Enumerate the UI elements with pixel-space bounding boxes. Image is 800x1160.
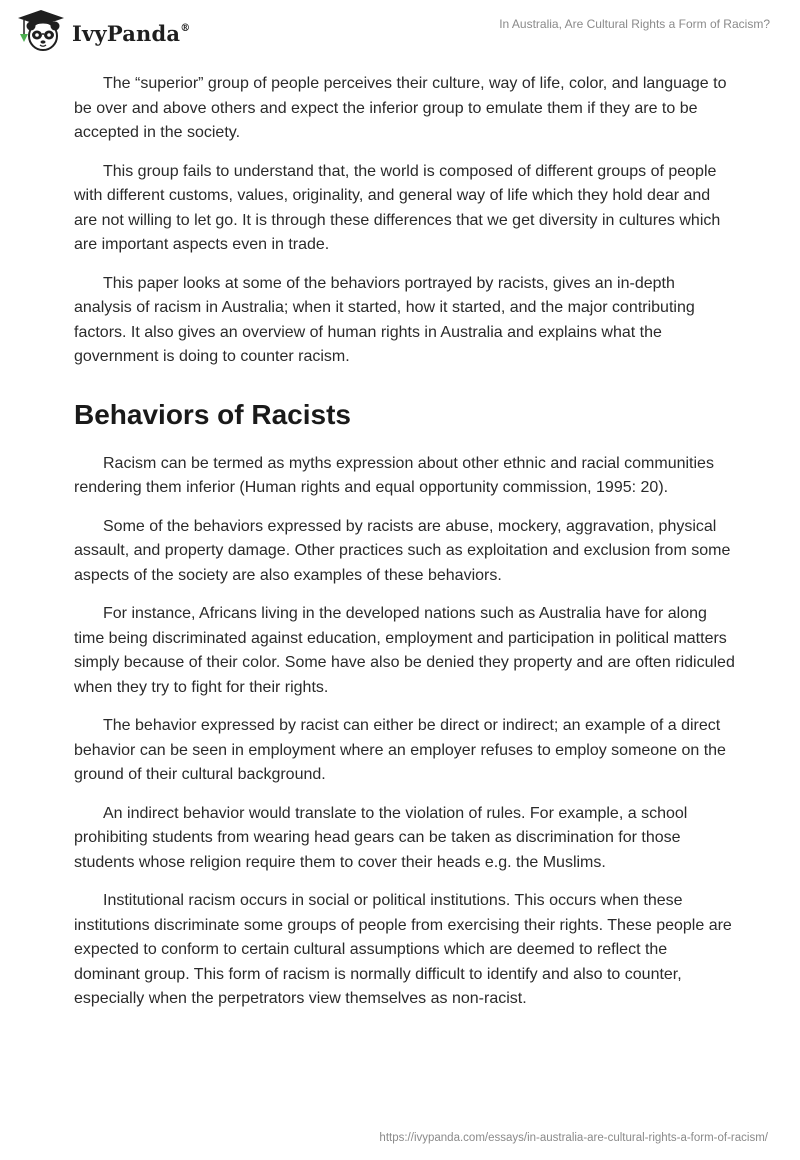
ivypanda-logo[interactable] xyxy=(14,8,190,54)
source-url[interactable]: https://ivypanda.com/essays/in-australia-are-cultural-rights-a-form-of-racism/ xyxy=(379,1132,768,1144)
paragraph: This paper looks at some of the behaviors portrayed by racists, gives an in-depth analysis of racism in Australia; when it started, how it started, and the major contributing factors. It also gives an overview of human rights in Australia and explains what the government is doing to counter racism. xyxy=(74,274,695,365)
page-title: In Australia, Are Cultural Rights a Form of Racism? xyxy=(499,17,770,31)
essay-content xyxy=(74,72,736,1026)
paragraph: An indirect behavior would translate to the violation of rules. For example, a school prohibiting students from wearing head gears can be taken as discrimination for those students whose religion require them to cover their heads e.g. the Muslims. xyxy=(74,804,688,871)
paragraph: For instance, Africans living in the developed nations such as Australia have for along time being discriminated against education, employment and participation in political matters simply because of their color. Some have also be denied they property and are often ridiculed when they try to fight for their rights. xyxy=(74,605,735,696)
paragraph: This group fails to understand that, the world is composed of different groups of people with different customs, values, originality, and general way of life which they hold dear and are not willing to let go. It is through these differences that we get diversity in cultures which are important aspects even in trade. xyxy=(74,162,721,253)
brand-name xyxy=(72,21,190,46)
brand-name-text: IvyPanda xyxy=(72,20,181,46)
paragraph: Racism can be termed as myths expression about other ethnic and racial communities rendering them inferior (Human rights and equal opportunity commission, 1995: 20). xyxy=(74,454,714,496)
paragraph: The behavior expressed by racist can either be direct or indirect; an example of a direct behavior can be seen in employment where an employer refuses to employ someone on the ground of their cultural background. xyxy=(74,717,726,783)
paragraph: The “superior” group of people perceives their culture, way of life, color, and language to be over and above others and expect the inferior group to emulate them if they are to be accepted in the society. xyxy=(74,75,727,141)
paragraph: Institutional racism occurs in social or political institutions. This occurs when these institutions discriminate some groups of people from exercising their rights. These people are expected to conform to certain cultural assumptions which are deemed to reflect the dominant group. This form of racism is normally difficult to identify and also to counter, especially when the perpetrators view themselves as non-racist. xyxy=(74,892,732,1007)
registered-mark: ® xyxy=(180,22,191,34)
page-header xyxy=(0,0,800,62)
paragraph: Some of the behaviors expressed by racists are abuse, mockery, aggravation, physical assault, and property damage. Other practices such as exploitation and exclusion from some aspects of the society are also examples of these behaviors. xyxy=(74,517,731,584)
panda-graduation-cap-icon xyxy=(14,8,68,54)
section-heading: Behaviors of Racists xyxy=(74,398,351,430)
